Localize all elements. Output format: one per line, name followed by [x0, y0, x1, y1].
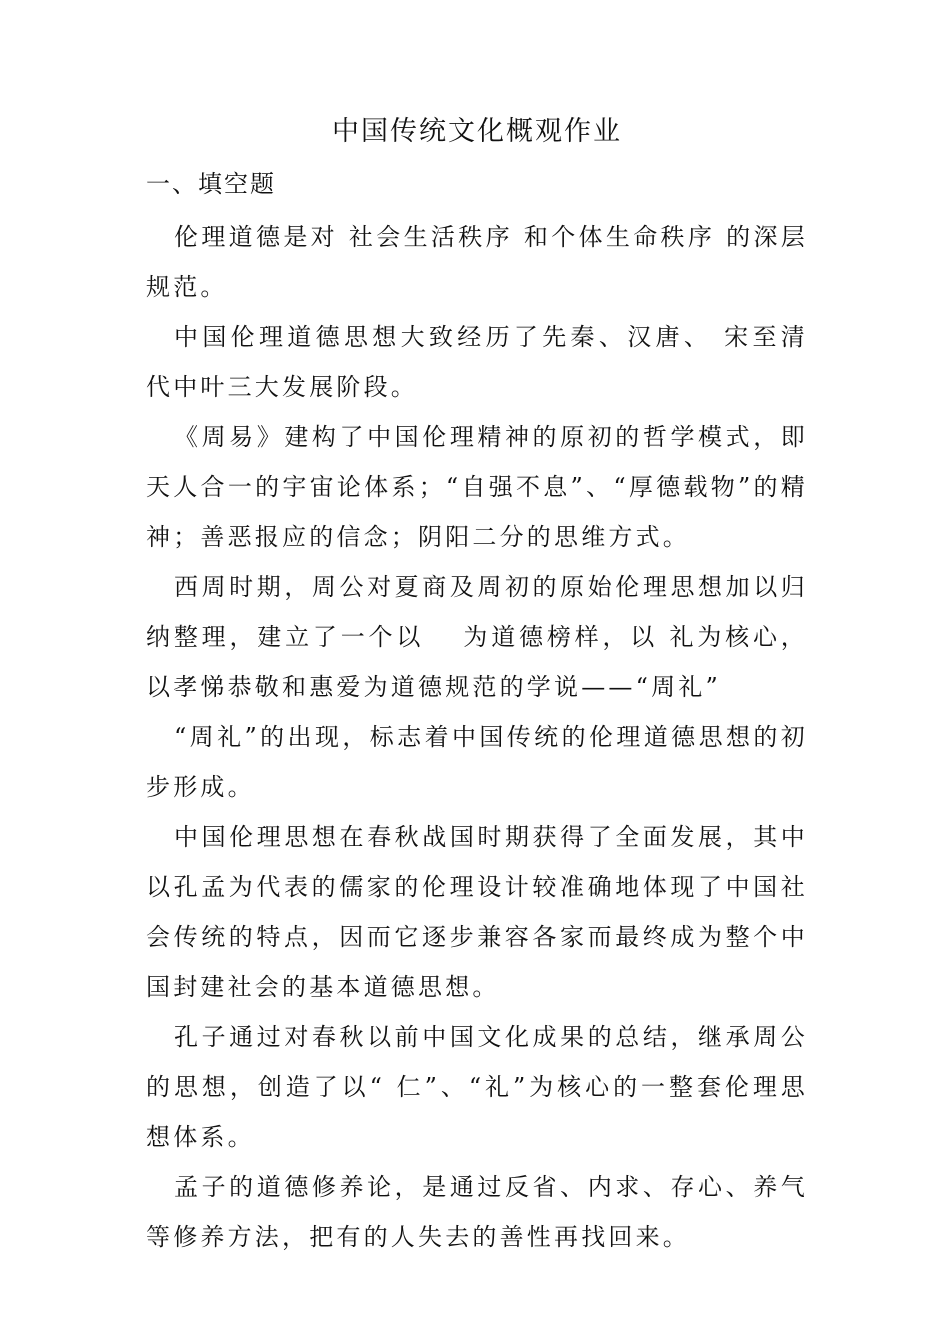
section-heading: 一、填空题 — [146, 170, 276, 198]
paragraph-confucius: 孔子通过对春秋以前中国文化成果的总结，继承周公的思想，创造了以“ 仁”、“礼”为核心的一整套伦理思想体系。 — [146, 1023, 808, 1151]
document-title: 中国传统文化概观作业 — [332, 116, 622, 147]
paragraph-ethics-definition: 伦理道德是对 社会生活秩序 和个体生命秩序 的深层规范。 — [146, 223, 808, 301]
paragraph-zhouyi: 《周易》建构了中国伦理精神的原初的哲学模式，即 天人合一的宇宙论体系；“自强不息”、“厚德载物”的精神；善恶报应的信念；阴阳二分的思维方式。 — [146, 423, 808, 551]
paragraph-zhouli: “周礼”的出现，标志着中国传统的伦理道德思想的初步形成。 — [146, 723, 808, 801]
paragraph-western-zhou: 西周时期，周公对夏商及周初的原始伦理思想加以归纳整理，建立了一个以 为道德榜样，以 礼为核心，以孝悌恭敬和惠爱为道德规范的学说——“周礼” — [146, 573, 808, 701]
paragraph-development-stages: 中国伦理道德思想大致经历了先秦、汉唐、 宋至清代中叶三大发展阶段。 — [146, 323, 808, 401]
paragraph-mencius: 孟子的道德修养论，是通过反省、内求、存心、养气等修养方法，把有的人失去的善性再找回来。 — [146, 1173, 808, 1251]
paragraph-spring-autumn: 中国伦理思想在春秋战国时期获得了全面发展，其中以孔孟为代表的儒家的伦理设计较准确地体现了中国社会传统的特点，因而它逐步兼容各家而最终成为整个中国封建社会的基本道德思想。 — [146, 823, 808, 1001]
